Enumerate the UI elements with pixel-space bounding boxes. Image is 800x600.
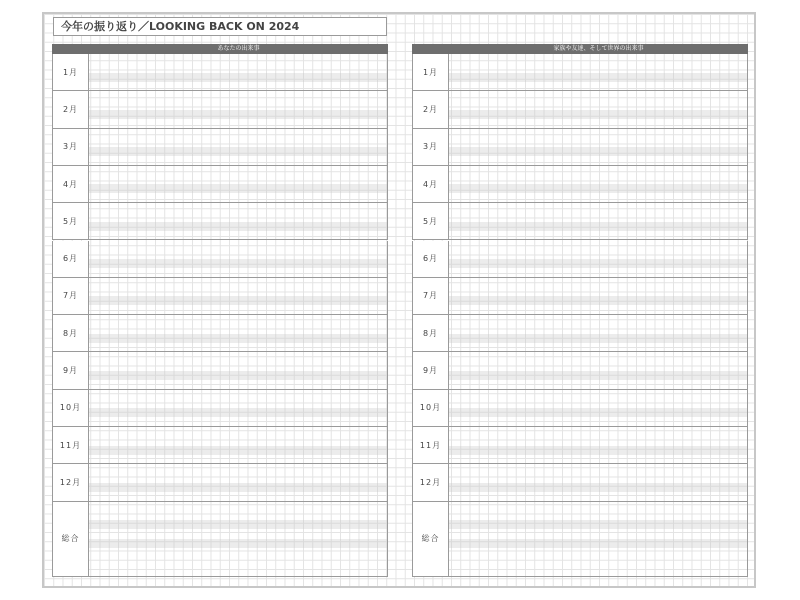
right-row	[412, 91, 748, 128]
right-entry-area[interactable]	[449, 352, 748, 388]
writing-stripe	[449, 73, 747, 82]
left-entry-area[interactable]	[89, 502, 388, 576]
writing-stripe	[449, 520, 747, 529]
right-month-label: 12月	[412, 464, 449, 500]
right-table-header	[412, 44, 748, 54]
right-row	[412, 129, 748, 166]
right-row	[412, 427, 748, 464]
right-month-label: 2月	[412, 91, 449, 127]
writing-stripe	[449, 408, 747, 417]
left-row	[52, 129, 388, 166]
right-month-label: 3月	[412, 129, 449, 165]
right-month-label: 総合	[412, 502, 449, 576]
right-row	[412, 390, 748, 427]
right-entry-area[interactable]	[449, 464, 748, 500]
right-row	[412, 464, 748, 501]
left-entry-area[interactable]	[89, 352, 388, 388]
left-month-label: 9月	[52, 352, 89, 388]
left-month-label: 2月	[52, 91, 89, 127]
writing-stripe	[449, 371, 747, 380]
writing-stripe	[89, 147, 387, 156]
writing-stripe	[449, 446, 747, 455]
left-entry-area[interactable]	[89, 464, 388, 500]
left-row	[52, 241, 388, 278]
left-row	[52, 91, 388, 128]
right-entry-area[interactable]	[449, 241, 748, 277]
left-month-label: 5月	[52, 203, 89, 239]
right-row	[412, 502, 748, 577]
page-title: 今年の振り返り／LOOKING BACK ON 2024	[53, 17, 387, 36]
right-entry-area[interactable]	[449, 203, 748, 239]
left-month-label: 7月	[52, 278, 89, 314]
left-entry-area[interactable]	[89, 315, 388, 351]
left-entry-area[interactable]	[89, 166, 388, 202]
right-entry-area[interactable]	[449, 91, 748, 127]
right-month-label: 1月	[412, 54, 449, 90]
right-table	[412, 44, 748, 575]
left-month-label: 10月	[52, 390, 89, 426]
right-row	[412, 278, 748, 315]
right-month-label: 8月	[412, 315, 449, 351]
left-entry-area[interactable]	[89, 91, 388, 127]
left-table-header-label: あなたの出来事	[217, 45, 260, 52]
left-table	[52, 44, 388, 575]
left-row	[52, 166, 388, 203]
writing-stripe	[449, 334, 747, 343]
right-month-label: 7月	[412, 278, 449, 314]
right-month-label: 6月	[412, 241, 449, 277]
right-entry-area[interactable]	[449, 278, 748, 314]
writing-stripe	[449, 483, 747, 492]
writing-stripe	[449, 222, 747, 231]
left-row	[52, 390, 388, 427]
right-row	[412, 54, 748, 91]
right-month-label: 9月	[412, 352, 449, 388]
writing-stripe	[89, 184, 387, 193]
left-month-label: 1月	[52, 54, 89, 90]
writing-stripe	[449, 184, 747, 193]
writing-stripe	[89, 110, 387, 119]
left-row	[52, 464, 388, 501]
left-row	[52, 278, 388, 315]
writing-stripe	[449, 147, 747, 156]
writing-stripe	[89, 296, 387, 305]
writing-stripe	[89, 539, 387, 548]
writing-stripe	[89, 446, 387, 455]
right-month-label: 10月	[412, 390, 449, 426]
left-entry-area[interactable]	[89, 241, 388, 277]
left-month-label: 8月	[52, 315, 89, 351]
left-entry-area[interactable]	[89, 278, 388, 314]
writing-stripe	[449, 539, 747, 548]
writing-stripe	[89, 408, 387, 417]
writing-stripe	[89, 371, 387, 380]
left-month-label: 総合	[52, 502, 89, 576]
left-month-label: 12月	[52, 464, 89, 500]
right-entry-area[interactable]	[449, 390, 748, 426]
right-row	[412, 352, 748, 389]
left-entry-area[interactable]	[89, 129, 388, 165]
right-row	[412, 241, 748, 278]
left-row	[52, 203, 388, 240]
left-row	[52, 502, 388, 577]
left-row	[52, 427, 388, 464]
right-entry-area[interactable]	[449, 315, 748, 351]
writing-stripe	[89, 73, 387, 82]
right-entry-area[interactable]	[449, 129, 748, 165]
writing-stripe	[89, 334, 387, 343]
right-entry-area[interactable]	[449, 54, 748, 90]
right-table-header-label: 家族や友達、そして世界の出来事	[553, 45, 644, 52]
left-month-label: 3月	[52, 129, 89, 165]
right-month-label: 11月	[412, 427, 449, 463]
left-row	[52, 54, 388, 91]
left-entry-area[interactable]	[89, 427, 388, 463]
left-month-label: 4月	[52, 166, 89, 202]
right-entry-area[interactable]	[449, 502, 748, 576]
right-entry-area[interactable]	[449, 427, 748, 463]
writing-stripe	[449, 110, 747, 119]
left-table-header	[52, 44, 388, 54]
writing-stripe	[89, 520, 387, 529]
left-row	[52, 315, 388, 352]
left-row	[52, 352, 388, 389]
writing-stripe	[449, 259, 747, 268]
writing-stripe	[89, 259, 387, 268]
right-row	[412, 166, 748, 203]
writing-stripe	[89, 483, 387, 492]
writing-stripe	[449, 296, 747, 305]
left-entry-area[interactable]	[89, 203, 388, 239]
right-entry-area[interactable]	[449, 166, 748, 202]
right-month-label: 4月	[412, 166, 449, 202]
left-month-label: 11月	[52, 427, 89, 463]
left-entry-area[interactable]	[89, 390, 388, 426]
right-row	[412, 315, 748, 352]
left-entry-area[interactable]	[89, 54, 388, 90]
right-month-label: 5月	[412, 203, 449, 239]
left-month-label: 6月	[52, 241, 89, 277]
right-row	[412, 203, 748, 240]
writing-stripe	[89, 222, 387, 231]
